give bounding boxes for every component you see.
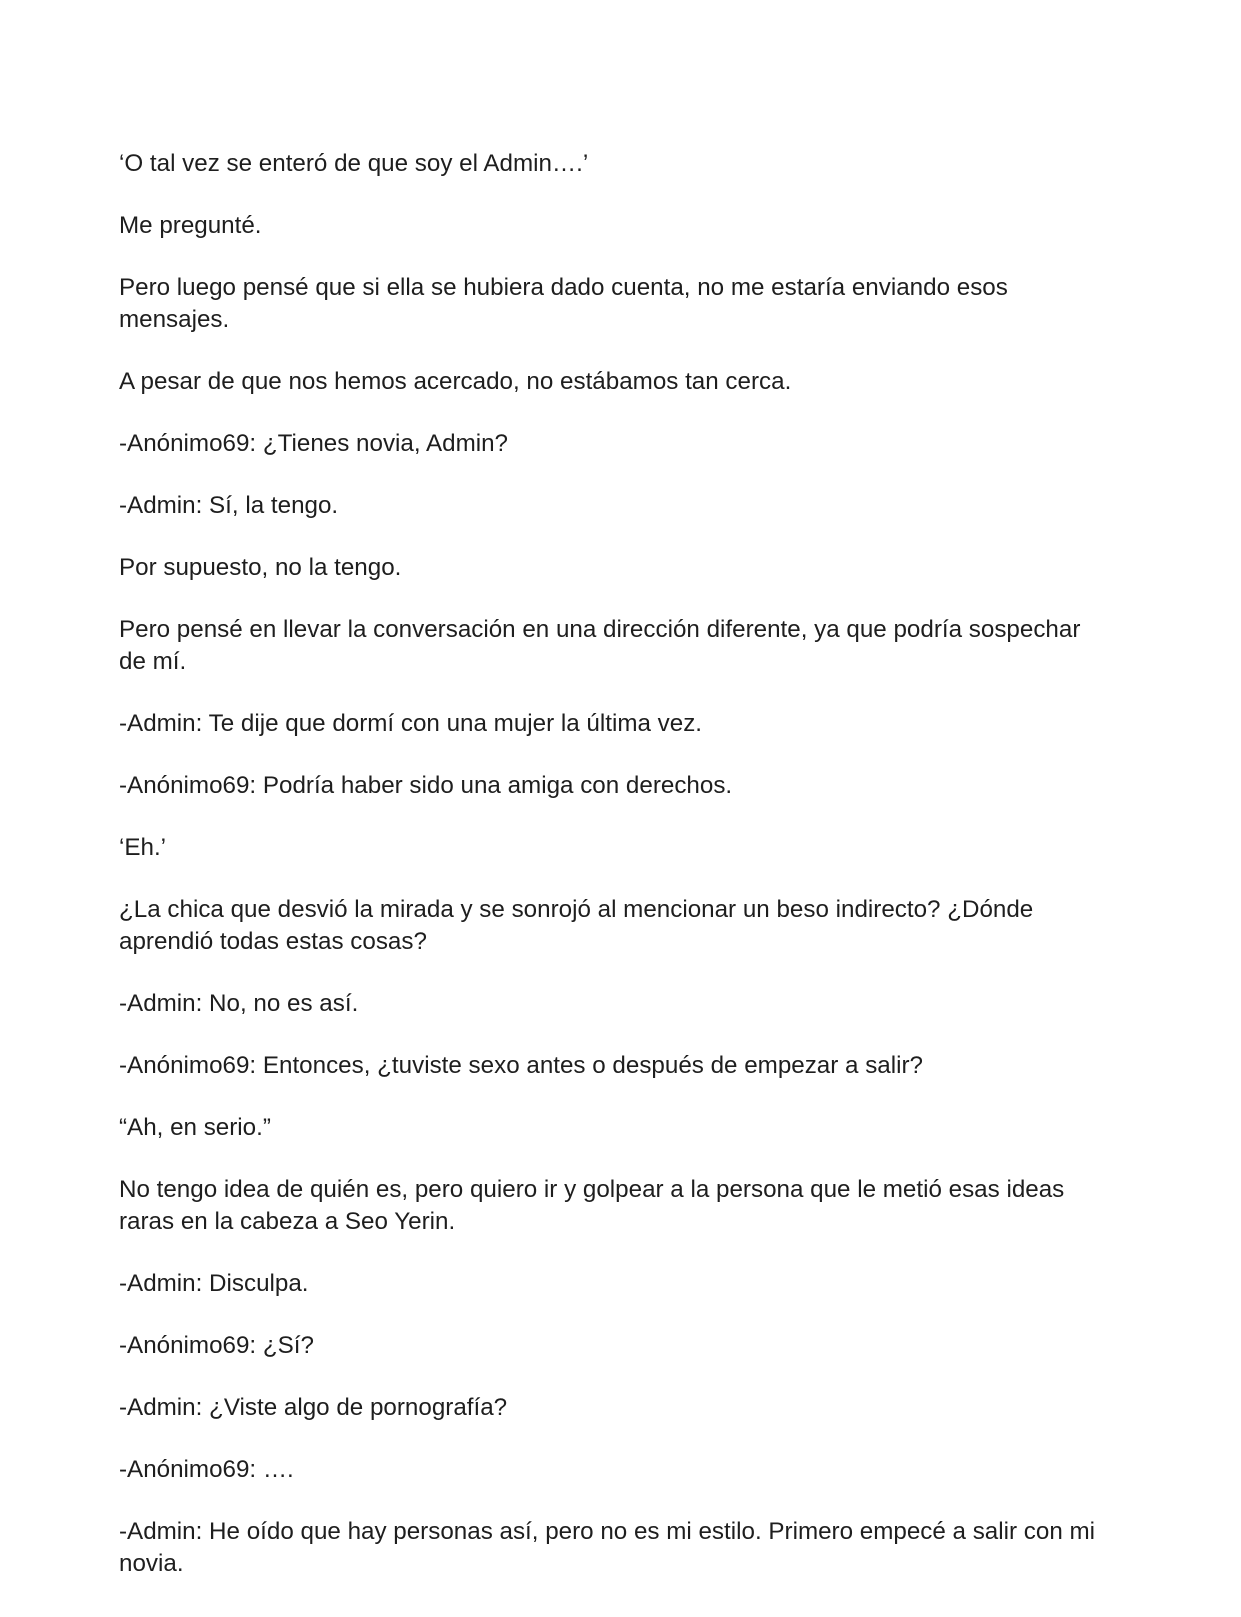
paragraph: ¿La chica que desvió la mirada y se sonrojó al mencionar un beso indirecto? ¿Dónde aprendió todas estas cosas? (119, 896, 1034, 955)
paragraph: ‘O tal vez se enteró de que soy el Admin….’ (119, 150, 589, 177)
dialogue-line: -Anónimo69: …. (119, 1456, 294, 1483)
paragraph: Por supuesto, no la tengo. (119, 554, 402, 581)
dialogue-line: -Admin: ¿Viste algo de pornografía? (119, 1394, 508, 1421)
dialogue-line: -Admin: Sí, la tengo. (119, 492, 339, 519)
paragraph: Pero luego pensé que si ella se hubiera dado cuenta, no me estaría enviando esos mensajes. (119, 274, 1008, 333)
paragraph: A pesar de que nos hemos acercado, no estábamos tan cerca. (119, 368, 792, 395)
paragraph: No tengo idea de quién es, pero quiero ir y golpear a la persona que le metió esas ideas raras en la cabeza a Seo Yerin. (119, 1176, 1065, 1235)
dialogue-line: -Admin: No, no es así. (119, 990, 359, 1017)
dialogue-line: -Anónimo69: Entonces, ¿tuviste sexo antes o después de empezar a salir? (119, 1052, 924, 1079)
dialogue-line: -Anónimo69: ¿Sí? (119, 1332, 314, 1359)
paragraph: ‘Eh.’ (119, 834, 167, 861)
dialogue-line: -Admin: He oído que hay personas así, pero no es mi estilo. Primero empecé a salir con mi novia. (119, 1518, 1096, 1577)
dialogue-line: -Anónimo69: Podría haber sido una amiga con derechos. (119, 772, 733, 799)
dialogue-line: -Admin: Disculpa. (119, 1270, 309, 1297)
paragraph: Me pregunté. (119, 212, 262, 239)
paragraph: Pero pensé en llevar la conversación en una dirección diferente, ya que podría sospechar de mí. (119, 616, 1081, 675)
dialogue-line: -Admin: Te dije que dormí con una mujer la última vez. (119, 710, 703, 737)
paragraph: “Ah, en serio.” (119, 1114, 271, 1141)
dialogue-line: -Anónimo69: ¿Tienes novia, Admin? (119, 430, 508, 457)
